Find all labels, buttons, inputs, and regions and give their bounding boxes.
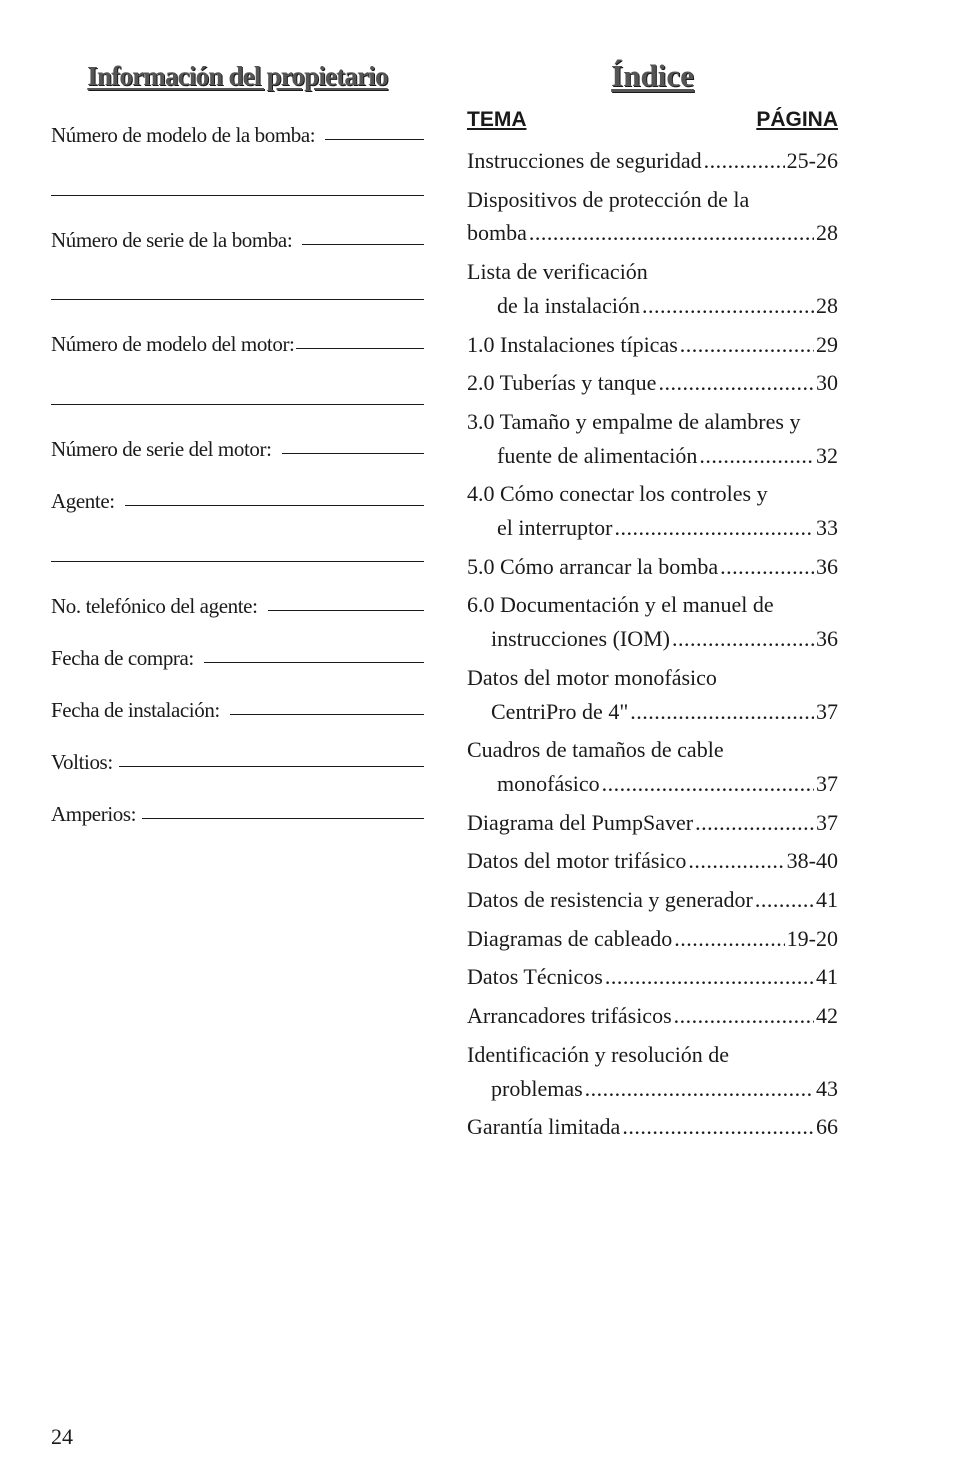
- index-entry-title-cont: fuente de alimentación: [497, 442, 698, 468]
- index-entry-title: Arrancadores trifásicos: [467, 1003, 672, 1029]
- install-date-field[interactable]: [51, 699, 424, 721]
- index-entry-title-cont: el interruptor: [497, 515, 613, 541]
- dot-leader: [755, 883, 814, 917]
- index-entry-page: 32: [816, 442, 838, 468]
- index-entry-title: 1.0 Instalaciones típicas: [467, 331, 678, 357]
- dot-leader: [695, 806, 814, 840]
- amps-blank[interactable]: [142, 814, 424, 819]
- index-entry-title-cont: problemas: [491, 1075, 583, 1101]
- index-entry-title-cont: de la instalación: [497, 292, 640, 318]
- dot-leader: [642, 289, 814, 323]
- dot-leader: [699, 439, 814, 473]
- dot-leader: [688, 844, 784, 878]
- index-entry-page: 30: [816, 370, 838, 396]
- index-entry: [467, 733, 838, 800]
- index-entry-page: 37: [816, 770, 838, 796]
- agent-blank-extra[interactable]: [51, 561, 424, 562]
- purchase-date-field[interactable]: [51, 647, 424, 669]
- topic-column-header: TEMA: [467, 108, 527, 131]
- index-entry-page: 42: [816, 1003, 838, 1029]
- index-entry: [467, 960, 838, 994]
- index-entry-title: 2.0 Tuberías y tanque: [467, 370, 657, 396]
- agent-blank[interactable]: [125, 501, 424, 506]
- index-entry-page: 66: [816, 1114, 838, 1140]
- index-entry-page: 33: [816, 515, 838, 541]
- index-entry: [467, 405, 838, 472]
- index-entry-title: Datos Técnicos: [467, 964, 603, 990]
- pump-serial-label: Número de serie de la bomba:: [51, 228, 293, 252]
- index-entry-title: Diagramas de cableado: [467, 925, 673, 951]
- agent-label: Agente:: [51, 489, 115, 513]
- dot-leader: [674, 999, 814, 1033]
- index-entry: [467, 144, 838, 178]
- index-entry-title: Datos de resistencia y generador: [467, 887, 753, 913]
- agent-phone-label: No. telefónico del agente:: [51, 594, 258, 618]
- index-entry-page: 36: [816, 626, 838, 652]
- index-entry-title: Dispositivos de protección de la: [467, 186, 750, 212]
- index-entry-page: 36: [816, 553, 838, 579]
- index-entry-title: 6.0 Documentación y el manuel de: [467, 592, 774, 618]
- dot-leader: [605, 960, 814, 994]
- index-entry-title-cont: monofásico: [497, 770, 600, 796]
- index-entry-title: Garantía limitada: [467, 1114, 621, 1140]
- motor-serial-field[interactable]: [51, 438, 424, 460]
- purchase-date-blank[interactable]: [204, 658, 424, 663]
- dot-leader: [680, 328, 814, 362]
- index-entry-title-cont: bomba: [467, 220, 527, 246]
- pump-model-blank[interactable]: [325, 135, 424, 140]
- index-entry-title: Diagrama del PumpSaver: [467, 809, 694, 835]
- index-entry-page: 38-40: [786, 848, 838, 874]
- pump-serial-field[interactable]: [51, 229, 424, 251]
- index-entry: [467, 1110, 838, 1144]
- index-entry-page: 41: [816, 887, 838, 913]
- index-entry-page: 37: [816, 809, 838, 835]
- index-entry-title: Lista de verificación: [467, 259, 648, 285]
- dot-leader: [672, 622, 814, 656]
- amps-label: Amperios:: [51, 802, 137, 826]
- dot-leader: [704, 144, 785, 178]
- motor-model-field[interactable]: [51, 333, 424, 355]
- index-entry: [467, 1038, 838, 1105]
- amps-field[interactable]: [51, 803, 424, 825]
- index-entry-title: 5.0 Cómo arrancar la bomba: [467, 553, 719, 579]
- index-entry: [467, 999, 838, 1033]
- motor-model-blank-extra[interactable]: [51, 404, 424, 405]
- dot-leader: [674, 922, 784, 956]
- index-column-headers: [467, 108, 838, 138]
- agent-phone-field[interactable]: [51, 595, 424, 617]
- index-entry-title: 4.0 Cómo conectar los controles y: [467, 481, 768, 507]
- volts-label: Voltios:: [51, 750, 113, 774]
- index-entry-title: Datos del motor trifásico: [467, 848, 687, 874]
- purchase-date-label: Fecha de compra:: [51, 646, 194, 670]
- motor-serial-blank[interactable]: [282, 449, 424, 454]
- index-entry-page: 43: [816, 1075, 838, 1101]
- index-entry: [467, 366, 838, 400]
- index-entry: [467, 883, 838, 917]
- page-number: 24: [51, 1424, 73, 1449]
- owner-info-heading: Información del propietario: [87, 61, 388, 91]
- dot-leader: [614, 511, 814, 545]
- dot-leader: [622, 1110, 814, 1144]
- index-entry-title-cont: instrucciones (IOM): [491, 626, 671, 652]
- install-date-blank[interactable]: [230, 710, 424, 715]
- index-entry-title: Cuadros de tamaños de cable: [467, 737, 724, 763]
- install-date-label: Fecha de instalación:: [51, 698, 220, 722]
- motor-serial-label: Número de serie del motor:: [51, 437, 272, 461]
- index-section: [467, 58, 838, 1149]
- dot-leader: [529, 216, 814, 250]
- dot-leader: [658, 366, 814, 400]
- index-entry: [467, 806, 838, 840]
- index-entry-page: 37: [816, 698, 838, 724]
- dot-leader: [630, 695, 814, 729]
- index-entry-title: Datos del motor monofásico: [467, 664, 717, 690]
- index-entry-page: 28: [816, 220, 838, 246]
- index-entry-title: 3.0 Tamaño y empalme de alambres y: [467, 408, 801, 434]
- index-list: [467, 144, 838, 1144]
- index-entry-page: 25-26: [786, 148, 838, 173]
- agent-phone-blank[interactable]: [268, 606, 424, 611]
- index-entry: [467, 328, 838, 362]
- volts-blank[interactable]: [119, 762, 424, 767]
- pump-model-label: Número de modelo de la bomba:: [51, 123, 316, 147]
- dot-leader: [720, 550, 814, 584]
- index-entry: [467, 661, 838, 728]
- index-entry-title-cont: CentriPro de 4": [491, 698, 629, 724]
- index-entry: [467, 255, 838, 322]
- motor-model-label: Número de modelo del motor:: [51, 332, 295, 356]
- dot-leader: [585, 1072, 814, 1106]
- index-entry-page: 41: [816, 964, 838, 990]
- pump-model-blank-extra[interactable]: [51, 195, 424, 196]
- index-entry-title: Instrucciones de seguridad: [467, 148, 702, 173]
- index-entry: [467, 588, 838, 655]
- pump-model-field[interactable]: [51, 124, 424, 146]
- index-entry: [467, 844, 838, 878]
- volts-field[interactable]: [51, 751, 424, 773]
- owner-info-section: [51, 58, 424, 826]
- pump-serial-blank[interactable]: [302, 240, 424, 245]
- index-entry: [467, 550, 838, 584]
- index-heading: Índice: [611, 58, 694, 93]
- pump-serial-blank-extra[interactable]: [51, 299, 424, 300]
- index-entry-page: 28: [816, 292, 838, 318]
- motor-model-blank[interactable]: [296, 344, 424, 349]
- agent-field[interactable]: [51, 490, 424, 512]
- index-entry-page: 19-20: [786, 925, 838, 951]
- page-column-header: PÁGINA: [756, 108, 838, 131]
- index-entry-page: 29: [816, 331, 838, 357]
- index-entry-title: Identificación y resolución de: [467, 1041, 730, 1067]
- index-entry: [467, 477, 838, 544]
- index-entry: [467, 183, 838, 250]
- dot-leader: [602, 767, 814, 801]
- index-entry: [467, 922, 838, 956]
